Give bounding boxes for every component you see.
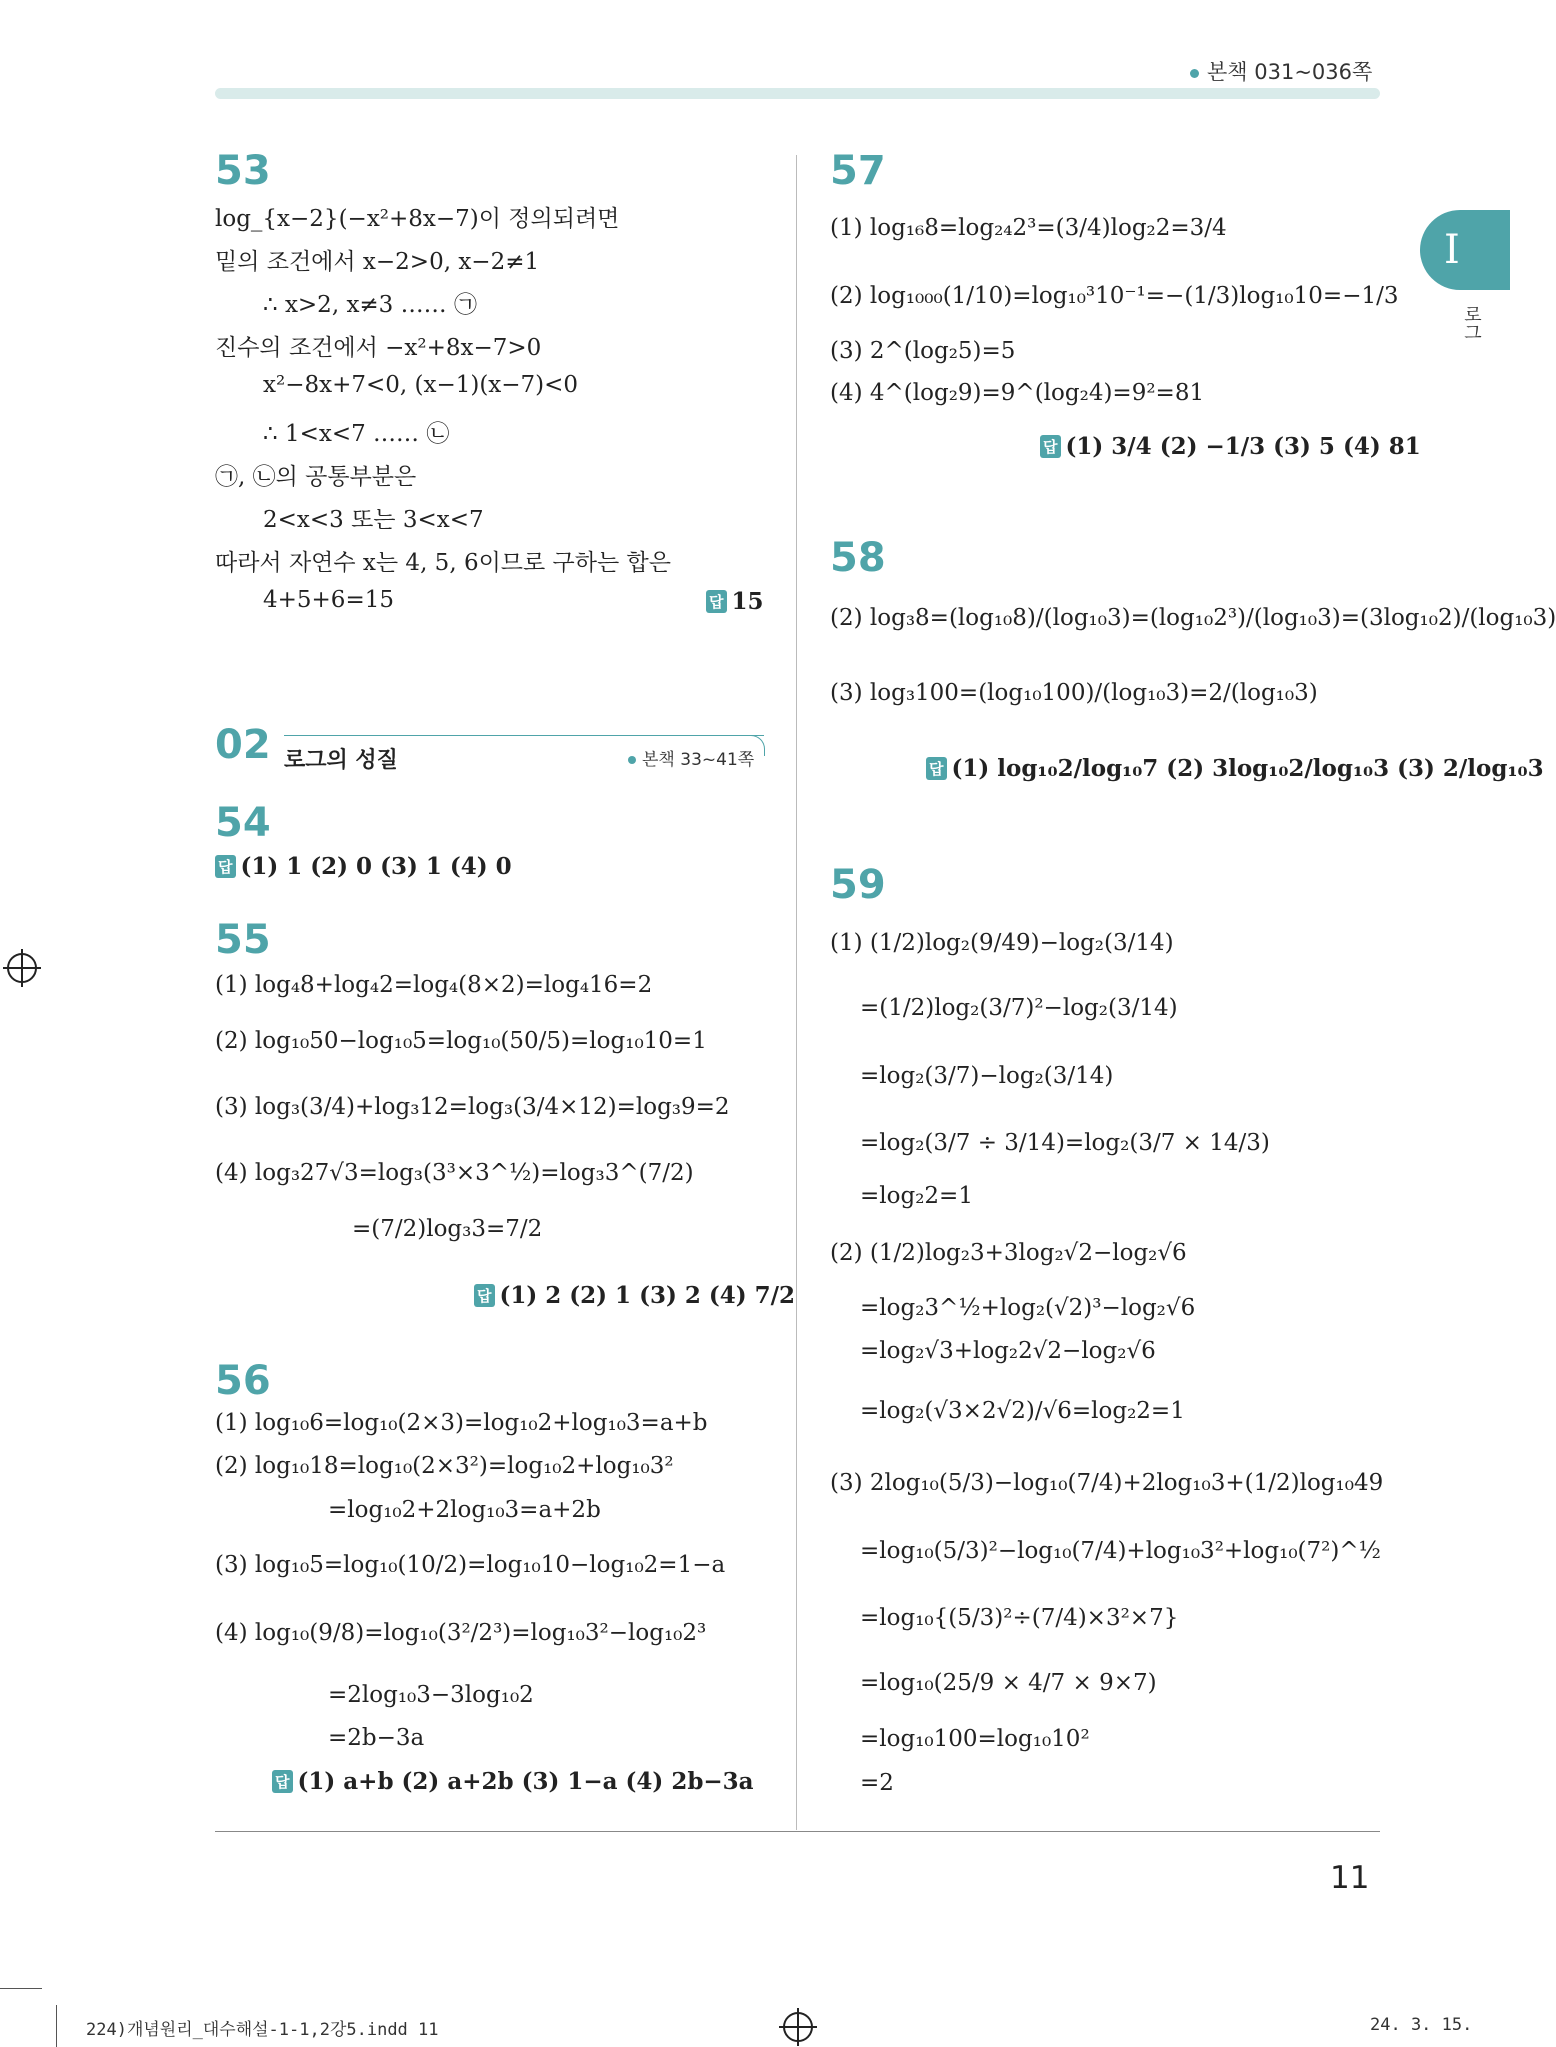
p56-line-3: =log₁₀2+2log₁₀3=a+2b xyxy=(328,1497,601,1523)
p55-line-1: (1) log₄8+log₄2=log₄(8×2)=log₄16=2 xyxy=(215,972,653,998)
p56-line-7: =2b−3a xyxy=(328,1725,425,1751)
problem-number-56: 56 xyxy=(215,1358,271,1404)
p55-line-3: (3) log₃(3/4)+log₃12=log₃(3/4×12)=log₃9=2 xyxy=(215,1094,730,1120)
p59-line-8: =log₂√3+log₂2√2−log₂√6 xyxy=(860,1338,1156,1364)
p59-line-2: =(1/2)log₂(3/7)²−log₂(3/14) xyxy=(860,995,1178,1021)
bullet-icon xyxy=(1190,69,1199,78)
p59-line-11: =log₁₀(5/3)²−log₁₀(7/4)+log₁₀3²+log₁₀(7²)^½ xyxy=(860,1538,1381,1564)
p59-line-6: (2) (1/2)log₂3+3log₂√2−log₂√6 xyxy=(830,1240,1187,1266)
p55-line-4: (4) log₃27√3=log₃(3³×3^½)=log₃3^(7/2) xyxy=(215,1160,694,1186)
p53-line-8: 2<x<3 또는 3<x<7 xyxy=(263,507,484,533)
crop-mark xyxy=(0,1988,42,1989)
p53-line-1: log_{x−2}(−x²+8x−7)이 정의되려면 xyxy=(215,206,620,232)
bullet-icon xyxy=(628,756,636,764)
answer-badge: 답 xyxy=(706,590,727,613)
p53-line-5: x²−8x+7<0, (x−1)(x−7)<0 xyxy=(263,372,579,398)
p59-line-4: =log₂(3/7 ÷ 3/14)=log₂(3/7 × 14/3) xyxy=(860,1130,1270,1156)
p59-line-9: =log₂(√3×2√2)/√6=log₂2=1 xyxy=(860,1398,1185,1424)
column-divider xyxy=(796,155,797,1830)
header-bar xyxy=(215,88,1380,99)
p59-line-14: =log₁₀100=log₁₀10² xyxy=(860,1726,1090,1752)
p59-line-15: =2 xyxy=(860,1770,894,1796)
footer-file: 224)개념원리_대수해설-1-1,2강5.indd 11 xyxy=(86,2020,439,2040)
section-title: 로그의 성질 xyxy=(284,748,398,773)
p57-line-2: (2) log₁₀₀₀(1/10)=log₁₀³10⁻¹=−(1/3)log₁₀10=−1/3 xyxy=(830,283,1399,309)
p57-line-4: (4) 4^(log₂9)=9^(log₂4)=9²=81 xyxy=(830,380,1205,406)
p57-line-3: (3) 2^(log₂5)=5 xyxy=(830,338,1016,364)
header-ref: 본책 031~036쪽 xyxy=(1190,56,1372,86)
p56-line-1: (1) log₁₀6=log₁₀(2×3)=log₁₀2+log₁₀3=a+b xyxy=(215,1410,708,1436)
problem-number-57: 57 xyxy=(830,148,886,194)
p53-line-10: 4+5+6=15 xyxy=(263,587,394,613)
answer-badge: 답 xyxy=(1040,435,1061,458)
p53-line-9: 따라서 자연수 x는 4, 5, 6이므로 구하는 합은 xyxy=(215,550,671,576)
problem-number-58: 58 xyxy=(830,535,886,581)
p53-line-2: 밑의 조건에서 x−2>0, x−2≠1 xyxy=(215,249,540,275)
answer-badge: 답 xyxy=(474,1284,495,1307)
crop-mark xyxy=(56,2005,57,2047)
p58-line-2: (3) log₃100=(log₁₀100)/(log₁₀3)=2/(log₁₀3) xyxy=(830,680,1318,706)
section-ref: 본책 33~41쪽 xyxy=(628,745,754,770)
chapter-tab-subtitle: 로그 xyxy=(1461,305,1482,341)
registration-mark-icon xyxy=(7,953,37,983)
p53-line-6: ∴ 1<x<7 …… ㉡ xyxy=(263,421,450,447)
answer-badge: 답 xyxy=(215,855,236,878)
p59-line-10: (3) 2log₁₀(5/3)−log₁₀(7/4)+2log₁₀3+(1/2)log₁₀49 xyxy=(830,1470,1384,1496)
p54-answer: 답 (1) 1 (2) 0 (3) 1 (4) 0 xyxy=(215,853,512,880)
p53-answer: 답 15 xyxy=(706,588,764,615)
p59-line-13: =log₁₀(25/9 × 4/7 × 9×7) xyxy=(860,1670,1157,1696)
answer-badge: 답 xyxy=(926,757,947,780)
page-number: 11 xyxy=(1330,1860,1370,1896)
p58-answer: 답 (1) log₁₀2/log₁₀7 (2) 3log₁₀2/log₁₀3 (3) 2/log₁₀3 xyxy=(926,755,1544,782)
p58-line-1: (2) log₃8=(log₁₀8)/(log₁₀3)=(log₁₀2³)/(log₁₀3)=(3log₁₀2)/(log₁₀3) xyxy=(830,605,1556,631)
p56-line-4: (3) log₁₀5=log₁₀(10/2)=log₁₀10−log₁₀2=1−a xyxy=(215,1552,726,1578)
p56-answer: 답 (1) a+b (2) a+2b (3) 1−a (4) 2b−3a xyxy=(272,1768,754,1795)
p55-line-2: (2) log₁₀50−log₁₀5=log₁₀(50/5)=log₁₀10=1 xyxy=(215,1028,707,1054)
answer-badge: 답 xyxy=(272,1770,293,1793)
problem-number-53: 53 xyxy=(215,148,271,194)
p56-line-6: =2log₁₀3−3log₁₀2 xyxy=(328,1682,534,1708)
section-number: 02 xyxy=(215,722,271,768)
p59-line-1: (1) (1/2)log₂(9/49)−log₂(3/14) xyxy=(830,930,1174,956)
problem-number-54: 54 xyxy=(215,800,271,846)
p55-line-5: =(7/2)log₃3=7/2 xyxy=(352,1216,543,1242)
p55-answer: 답 (1) 2 (2) 1 (3) 2 (4) 7/2 xyxy=(474,1282,795,1309)
chapter-tab: I xyxy=(1420,210,1510,290)
p59-line-7: =log₂3^½+log₂(√2)³−log₂√6 xyxy=(860,1295,1196,1321)
footer-date: 24. 3. 15. xyxy=(1370,2015,1473,2035)
p53-line-7: ㉠, ㉡의 공통부분은 xyxy=(215,464,417,490)
p59-line-12: =log₁₀{(5/3)²÷(7/4)×3²×7} xyxy=(860,1605,1179,1631)
p59-line-3: =log₂(3/7)−log₂(3/14) xyxy=(860,1063,1114,1089)
bottom-rule xyxy=(215,1831,1380,1832)
p59-line-5: =log₂2=1 xyxy=(860,1183,973,1209)
problem-number-55: 55 xyxy=(215,917,271,963)
p57-answer: 답 (1) 3/4 (2) −1/3 (3) 5 (4) 81 xyxy=(1040,433,1421,460)
p53-line-3: ∴ x>2, x≠3 …… ㉠ xyxy=(263,292,477,318)
p56-line-2: (2) log₁₀18=log₁₀(2×3²)=log₁₀2+log₁₀3² xyxy=(215,1453,674,1479)
p57-line-1: (1) log₁₆8=log₂₄2³=(3/4)log₂2=3/4 xyxy=(830,215,1227,241)
p53-line-4: 진수의 조건에서 −x²+8x−7>0 xyxy=(215,335,542,361)
problem-number-59: 59 xyxy=(830,862,886,908)
registration-mark-icon xyxy=(783,2012,813,2042)
p56-line-5: (4) log₁₀(9/8)=log₁₀(3²/2³)=log₁₀3²−log₁₀2³ xyxy=(215,1620,707,1646)
section-rule xyxy=(284,735,764,736)
